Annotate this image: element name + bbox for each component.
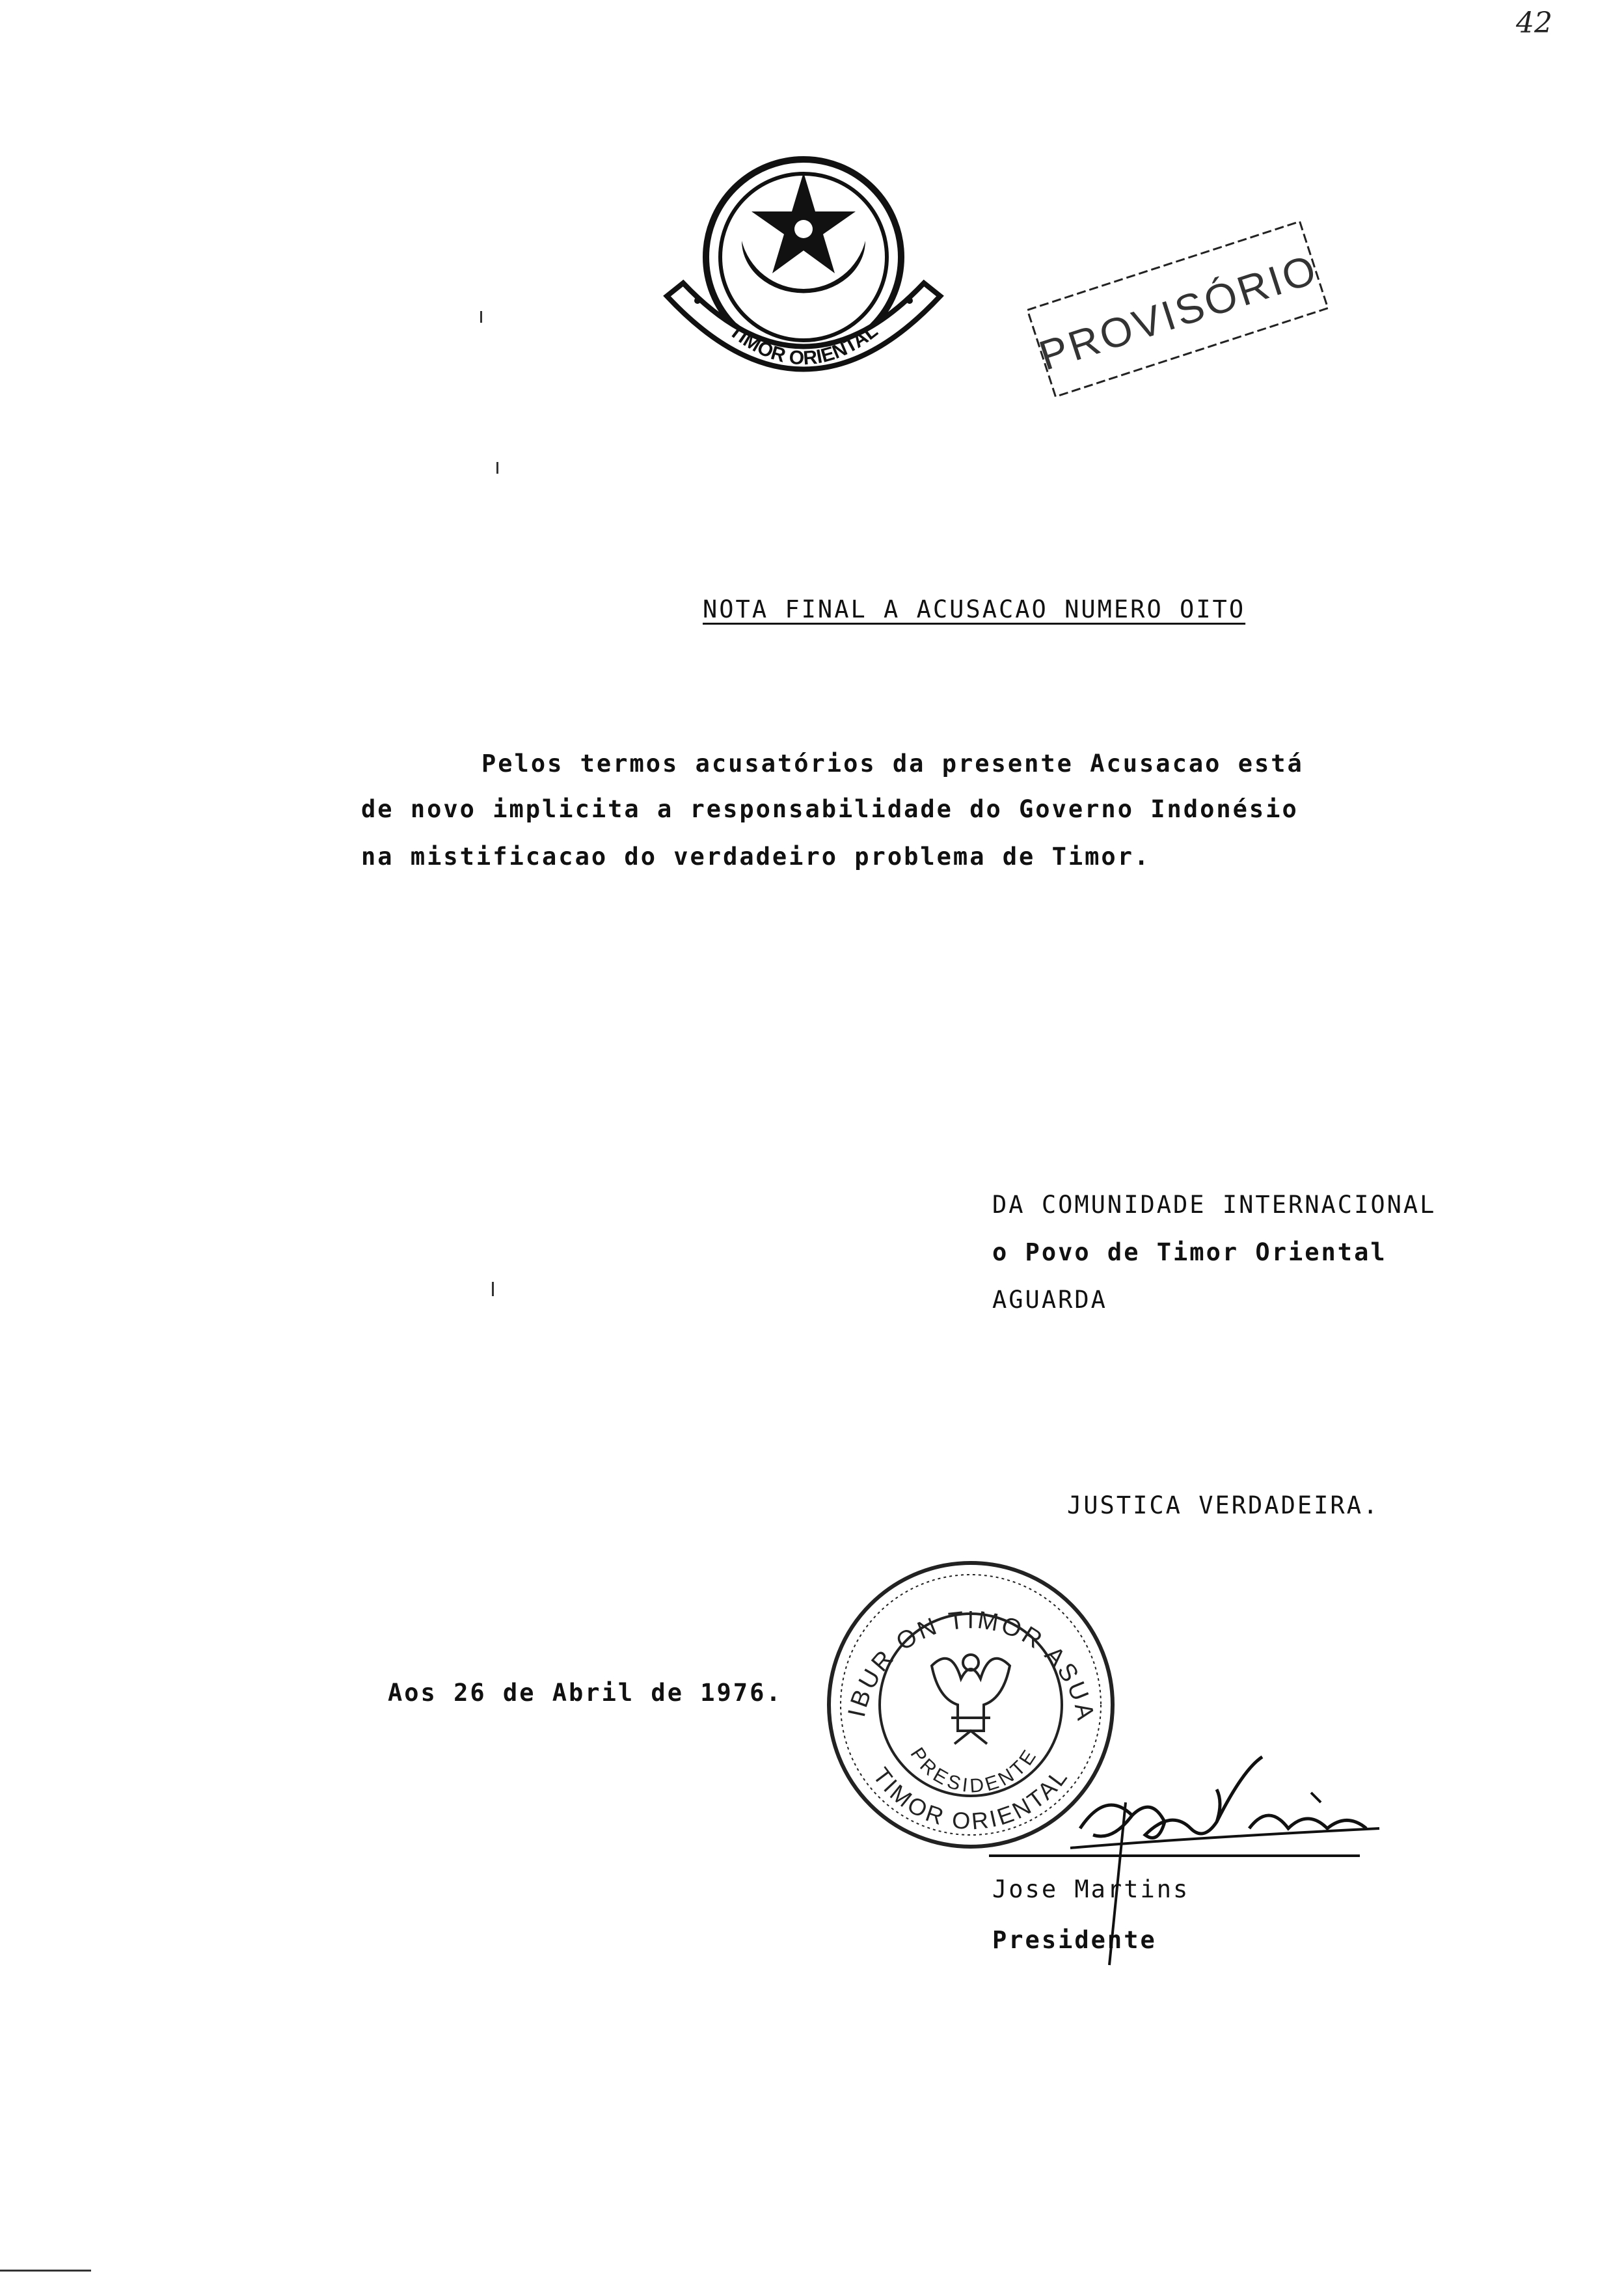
signature [1054, 1731, 1392, 1900]
appeal-line-4: JUSTICA VERDADEIRA. [1067, 1491, 1380, 1519]
seal-inner-text: PRESIDENTE [906, 1744, 1042, 1797]
paragraph-line-3: na mistificacao do verdadeiro problema de Timor. [361, 843, 1151, 871]
document-title: NOTA FINAL A ACUSACAO NUMERO OITO [703, 595, 1246, 623]
scan-speck [496, 462, 498, 474]
logo-text: TIMOR ORIENTAL [725, 319, 882, 370]
page-number: 42 [1516, 7, 1552, 40]
signatory-name: Jose Martins [992, 1875, 1190, 1903]
stamp-provisorio-text: PROVISÓRIO [1033, 245, 1324, 379]
scan-speck [492, 1282, 494, 1296]
paragraph-line-1: Pelos termos acusatórios da presente Acusacao está [481, 750, 1304, 778]
eagle-icon [932, 1655, 1010, 1744]
svg-text:PRESIDENTE [906, 1744, 1042, 1797]
seal-outer-text: KLIBUR ON TIMOR ASUAIN [811, 1534, 1100, 1725]
scan-speck [0, 2270, 91, 2272]
signature-line [989, 1854, 1360, 1857]
provisorio-stamp [1022, 202, 1334, 416]
paragraph-line-2: de novo implicita a responsabilidade do Governo Indonésio [361, 795, 1299, 823]
signatory-title: Presidente [992, 1926, 1157, 1954]
svg-text:TIMOR ORIENTAL [868, 1763, 1074, 1835]
timor-oriental-logo [657, 137, 950, 397]
appeal-line-2: o Povo de Timor Oriental [992, 1238, 1387, 1266]
appeal-line-3: AGUARDA [992, 1286, 1107, 1314]
appeal-line-1: DA COMUNIDADE INTERNACIONAL [992, 1191, 1437, 1219]
date-line: Aos 26 de Abril de 1976. [388, 1679, 783, 1707]
seal-bottom-text: TIMOR ORIENTAL [867, 1762, 1074, 1835]
scan-speck [480, 311, 482, 323]
